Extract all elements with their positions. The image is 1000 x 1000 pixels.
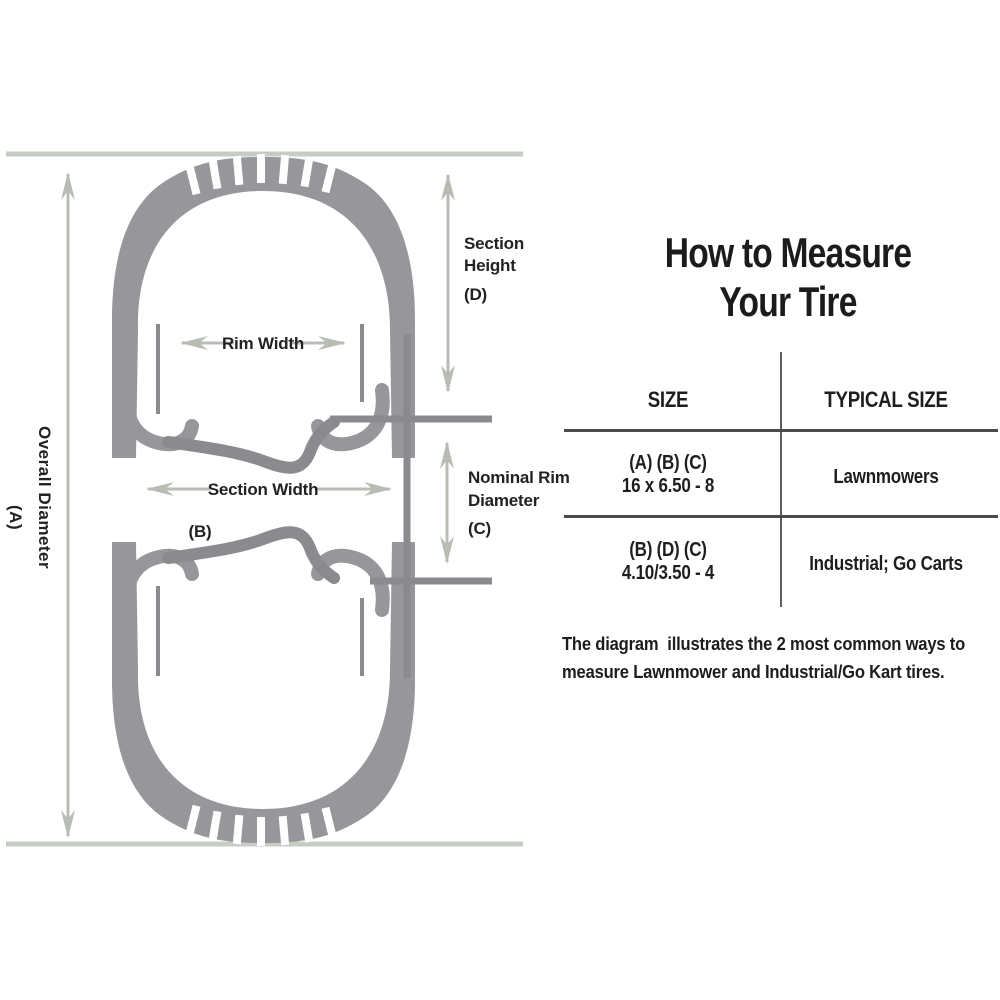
- section-width-label: Section Width: [207, 480, 319, 499]
- size-value: 4.10/3.50 - 4: [621, 562, 715, 584]
- overall-diameter-label: Overall Diameter: [35, 426, 54, 570]
- table-row-divider-1: [564, 429, 998, 432]
- table-header-typical-size: TYPICAL SIZE: [824, 387, 948, 412]
- table-row: [583, 539, 753, 585]
- table-row-divider-2: [564, 515, 998, 518]
- label-a: (A): [6, 505, 25, 531]
- table-header-size: SIZE: [647, 387, 689, 412]
- rim-width-label: Rim Width: [221, 334, 305, 353]
- size-codes: (B) (D) (C): [629, 539, 707, 561]
- table-column-divider: [780, 352, 782, 607]
- size-value: 16 x 6.50 - 8: [621, 475, 715, 497]
- typical-size-value: Lawnmowers: [833, 466, 939, 488]
- table-row: [583, 452, 753, 498]
- typical-size-value: Industrial; Go Carts: [809, 553, 963, 575]
- size-codes: (A) (B) (C): [629, 452, 707, 474]
- section-height-label: Section Height (D): [464, 234, 525, 304]
- label-d: (D): [464, 285, 487, 304]
- diagram-caption: The diagram illustrates the 2 most common ways to measure Lawnmower and Industrial/Go Kart tires.: [562, 634, 966, 682]
- label-c: (C): [468, 519, 491, 538]
- page-title: How to Measure Your Tire: [664, 229, 912, 325]
- nominal-rim-diameter-label: Nominal Rim Diameter (C): [468, 468, 570, 538]
- label-b: (B): [188, 522, 212, 541]
